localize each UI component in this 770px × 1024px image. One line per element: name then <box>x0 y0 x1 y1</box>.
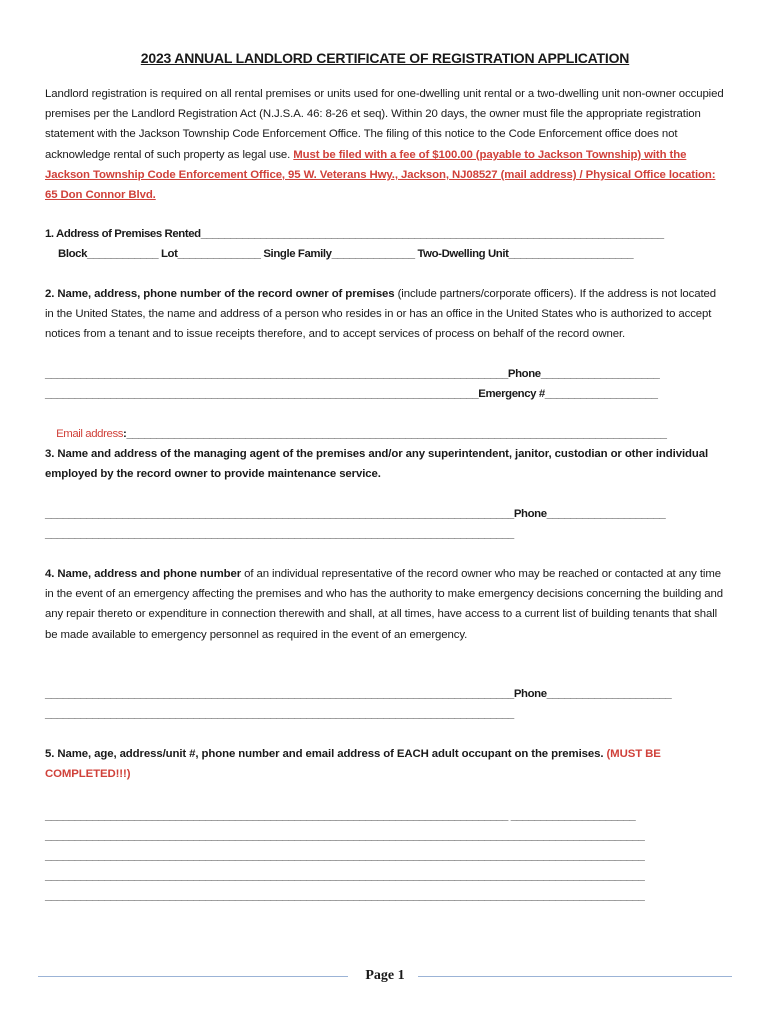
agent-phone-field[interactable]: _______________________________________________________________________________Phone____________________ <box>45 508 666 520</box>
occupants-section <box>45 744 727 784</box>
representative-phone-field[interactable]: _______________________________________________________________________________Phone_____________________ <box>45 688 672 700</box>
owner-section <box>45 284 727 345</box>
occupant-line[interactable]: _____________________________________________________________________________________________________ <box>45 890 645 902</box>
occupant-line[interactable]: _____________________________________________________________________________________________________ <box>45 850 645 862</box>
owner-phone-field[interactable]: ______________________________________________________________________________Phone____________________ <box>45 368 660 380</box>
email-line[interactable]: :___________________________________________________________________________________________ <box>123 428 667 440</box>
representative-heading: 4. Name, address and phone number <box>45 568 242 580</box>
occupants-heading: 5. Name, age, address/unit #, phone number and email address of EACH adult occupant on the premises. <box>45 748 604 760</box>
fee-notice: Must be filed with a fee of $100.00 (payable to Jackson Township) with the Jackson Township Code Enforcement Office, 95 W. Veterans Hwy., Jackson, NJ08527 (mail address) / Physical Office location: 65 Don Connor Blvd. <box>45 148 716 202</box>
agent-heading: 3. Name and address of the managing agent of the premises and/or any superintendent, janitor, custodian or other individual employed by the record owner to provide maintenance service. <box>45 448 709 481</box>
agent-address-field[interactable]: _______________________________________________________________________________ <box>45 528 514 540</box>
owner-instructions: (include partners/corporate officers). If the address is not located in the United States, the name and address of a person who resides in or has an office in the United States who is authorized to accept notices from a tenant and to issue receipts therefore, and to accept services of process on behalf of the record owner. <box>45 288 717 341</box>
representative-address-field[interactable]: _______________________________________________________________________________ <box>45 708 514 720</box>
premises-address-field[interactable]: 1. Address of Premises Rented______________________________________________________________________________ <box>45 228 664 240</box>
occupant-line[interactable]: _____________________________________________________________________________________________________ <box>45 870 645 882</box>
representative-instructions: of an individual representative of the record owner who may be reached or contacted at any time in the event of an emergency affecting the premises and who has the authority to make emergency decisions concerning the building and any repair thereto or expenditure in connection therewith and shall, at all times, have access to a current list of building tenants that shall be made available to emergency personnel as required in the event of an emergency. <box>45 568 723 641</box>
occupant-line[interactable]: ______________________________________________________________________________ _____________________ <box>45 810 636 822</box>
block-lot-field[interactable]: Block____________ Lot______________ Single Family______________ Two-Dwelling Unit_____________________ <box>58 248 634 260</box>
required-notice: (MUST BE COMPLETED!!!) <box>45 748 661 781</box>
email-label: Email address <box>56 428 124 440</box>
representative-section <box>45 564 727 645</box>
intro-text: Landlord registration is required on all rental premises or units used for one-dwelling unit rental or a two-dwelling unit non-owner occupied premises per the Landlord Registration Act (N.J.S.A. 46: 8-26 et seq). Within 20 days, the owner must file the appropriate registration statement with the Jackson Township Code Enforcement Office. The filing of this notice to the Code Enforcement office does not acknowledge rental of such property as legal use. <box>45 88 724 161</box>
occupant-line[interactable]: _____________________________________________________________________________________________________ <box>45 830 645 842</box>
owner-emergency-field[interactable]: _________________________________________________________________________Emergency #___________________ <box>45 388 658 400</box>
form-title: 2023 ANNUAL LANDLORD CERTIFICATE OF REGISTRATION APPLICATION <box>140 50 630 66</box>
intro-paragraph <box>45 84 727 205</box>
page-number: Page 1 <box>365 968 405 983</box>
owner-heading: 2. Name, address, phone number of the record owner of premises <box>45 288 395 300</box>
